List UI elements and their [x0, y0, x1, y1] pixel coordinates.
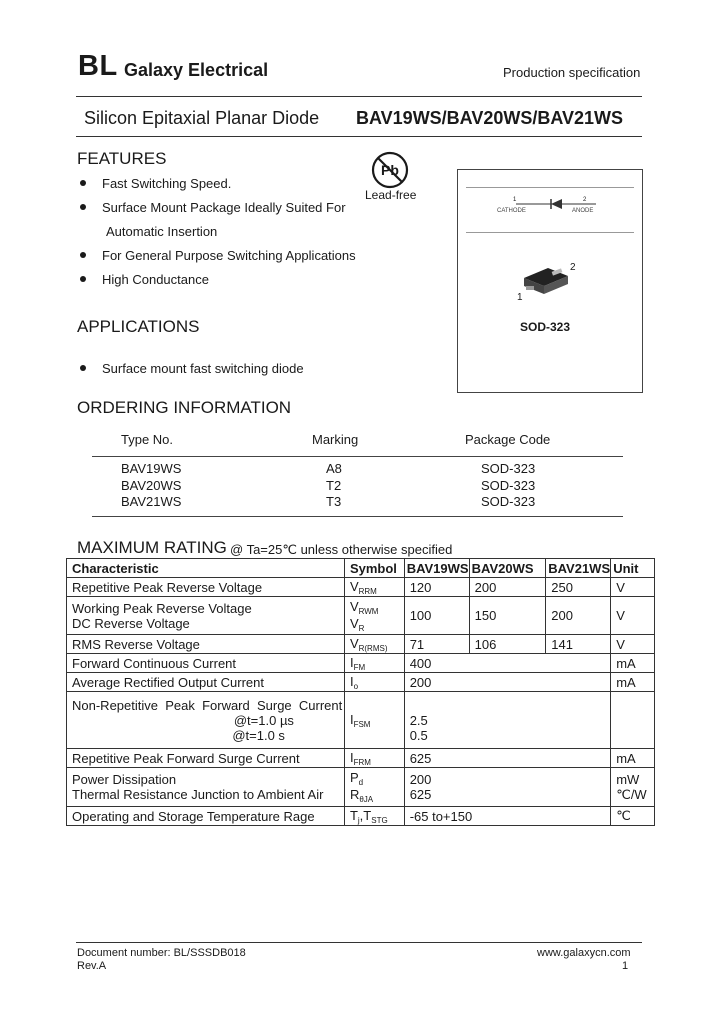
table-row	[67, 749, 655, 768]
row-label: Operating and Storage Temperature Rage	[67, 807, 345, 826]
col-unit: Unit	[611, 559, 655, 578]
page-number: 1	[622, 960, 629, 972]
table-row	[67, 692, 655, 749]
row-unit: V	[611, 597, 655, 635]
ordering-row-marking: T2	[326, 478, 342, 493]
col-characteristic: Characteristic	[67, 559, 345, 578]
ordering-col-package: Package Code	[465, 432, 551, 447]
col-bav20ws: BAV20WS	[469, 559, 546, 578]
row-value: 2.5 0.5	[404, 692, 611, 749]
table-row	[67, 578, 655, 597]
feature-item: Surface Mount Package Ideally Suited For	[102, 200, 346, 215]
row-symbol: $I_{FM}$	[344, 654, 404, 673]
row-unit: mA	[611, 654, 655, 673]
spec-type: Production specification	[503, 65, 641, 80]
table-row	[67, 654, 655, 673]
document-number: Document number: BL/SSSDB018	[77, 947, 246, 959]
row-label: Power Dissipation Thermal Resistance Junction to Ambient Air	[67, 768, 345, 807]
max-rating-condition: @ Ta=25℃ unless otherwise specified	[230, 542, 453, 557]
row-label: Repetitive Peak Forward Surge Current	[67, 749, 345, 768]
company-logo: BL	[78, 50, 118, 82]
row-unit: V	[611, 578, 655, 597]
row-label: Working Peak Reverse Voltage DC Reverse Voltage	[67, 597, 345, 635]
application-item: Surface mount fast switching diode	[102, 361, 304, 376]
pin2-label: 2	[583, 197, 587, 203]
row-symbol: $P_d$ $R_{\theta JA}$	[344, 768, 404, 807]
diagram-rule	[466, 187, 634, 188]
diagram-rule	[466, 232, 634, 233]
row-unit	[611, 692, 655, 749]
ordering-row-package: SOD-323	[481, 494, 536, 509]
row-value: 200	[469, 578, 546, 597]
applications-heading: APPLICATIONS	[77, 317, 200, 336]
row-symbol: $V_{R(RMS)}$	[344, 635, 404, 654]
row-unit: ℃	[611, 807, 655, 826]
title-divider	[76, 136, 642, 137]
row-value: 100	[404, 597, 469, 635]
features-heading: FEATURES	[77, 149, 167, 168]
table-row	[67, 807, 655, 826]
ordering-row-marking: T3	[326, 494, 342, 509]
bullet-icon	[80, 365, 86, 371]
feature-item: Automatic Insertion	[106, 224, 218, 239]
col-bav19ws: BAV19WS	[404, 559, 469, 578]
bullet-icon	[80, 180, 86, 186]
ordering-col-type: Type No.	[121, 432, 174, 447]
package-name: SOD-323	[520, 320, 571, 334]
table-row	[67, 673, 655, 692]
feature-item: For General Purpose Switching Applications	[102, 248, 356, 263]
table-row	[67, 768, 655, 807]
bullet-icon	[80, 252, 86, 258]
row-label: Non-Repetitive Peak Forward Surge Current @t=1.0 µs @t=1.0 s	[67, 692, 345, 749]
row-symbol: $T_j,T_{STG}$	[344, 807, 404, 826]
website-link[interactable]: www.galaxycn.com	[537, 947, 631, 959]
lead-free-icon	[370, 150, 410, 190]
row-symbol: $V_{RWM}$ $V_R$	[344, 597, 404, 635]
ordering-row-type: BAV21WS	[121, 494, 182, 509]
feature-item: High Conductance	[102, 272, 209, 287]
table-row	[67, 597, 655, 635]
ordering-row-package: SOD-323	[481, 478, 536, 493]
part-numbers: BAV19WS/BAV20WS/BAV21WS	[356, 108, 624, 128]
table-header-row	[67, 559, 655, 578]
company-name: Galaxy Electrical	[124, 60, 269, 80]
bullet-icon	[80, 204, 86, 210]
max-rating-table	[66, 558, 655, 826]
cathode-label: CATHODE	[497, 208, 526, 214]
ordering-bottom-rule	[92, 516, 623, 517]
col-symbol: Symbol	[344, 559, 404, 578]
ordering-header-rule	[92, 456, 623, 457]
ordering-row-marking: A8	[326, 461, 342, 476]
package-pin2-marker: 2	[570, 262, 576, 273]
lead-free-label: Lead-free	[365, 188, 417, 202]
row-value: 106	[469, 635, 546, 654]
ordering-row-type: BAV20WS	[121, 478, 182, 493]
row-value: 400	[404, 654, 611, 673]
row-symbol: $I_{FSM}$	[344, 692, 404, 749]
row-value: 120	[404, 578, 469, 597]
row-unit: V	[611, 635, 655, 654]
row-symbol: $I_{FRM}$	[344, 749, 404, 768]
anode-label: ANODE	[572, 208, 594, 214]
row-label: Repetitive Peak Reverse Voltage	[67, 578, 345, 597]
row-value: -65 to+150	[404, 807, 611, 826]
row-unit: mA	[611, 749, 655, 768]
row-value: 71	[404, 635, 469, 654]
row-symbol: $I_o$	[344, 673, 404, 692]
row-value: 250	[546, 578, 611, 597]
col-bav21ws: BAV21WS	[546, 559, 611, 578]
row-value: 625	[404, 749, 611, 768]
footer-divider	[76, 942, 642, 943]
ordering-heading: ORDERING INFORMATION	[77, 398, 292, 417]
row-value: 200 625	[404, 768, 611, 807]
ordering-row-package: SOD-323	[481, 461, 536, 476]
row-label: RMS Reverse Voltage	[67, 635, 345, 654]
lead-free-symbol: Pb	[381, 162, 399, 178]
ordering-col-marking: Marking	[312, 432, 359, 447]
row-unit: mA	[611, 673, 655, 692]
package-pin1-marker: 1	[517, 292, 523, 303]
row-symbol: $V_{RRM}$	[344, 578, 404, 597]
row-unit: mW ℃/W	[611, 768, 655, 807]
row-label: Average Rectified Output Current	[67, 673, 345, 692]
max-rating-heading: MAXIMUM RATING	[77, 538, 227, 557]
header-divider	[76, 96, 642, 97]
feature-item: Fast Switching Speed.	[102, 176, 232, 191]
row-value: 150	[469, 597, 546, 635]
revision: Rev.A	[77, 960, 107, 972]
bullet-icon	[80, 276, 86, 282]
row-label: Forward Continuous Current	[67, 654, 345, 673]
row-value: 141	[546, 635, 611, 654]
row-value: 200	[546, 597, 611, 635]
table-row	[67, 635, 655, 654]
row-value: 200	[404, 673, 611, 692]
pin1-label: 1	[513, 197, 517, 203]
product-title: Silicon Epitaxial Planar Diode	[84, 108, 320, 128]
ordering-row-type: BAV19WS	[121, 461, 182, 476]
